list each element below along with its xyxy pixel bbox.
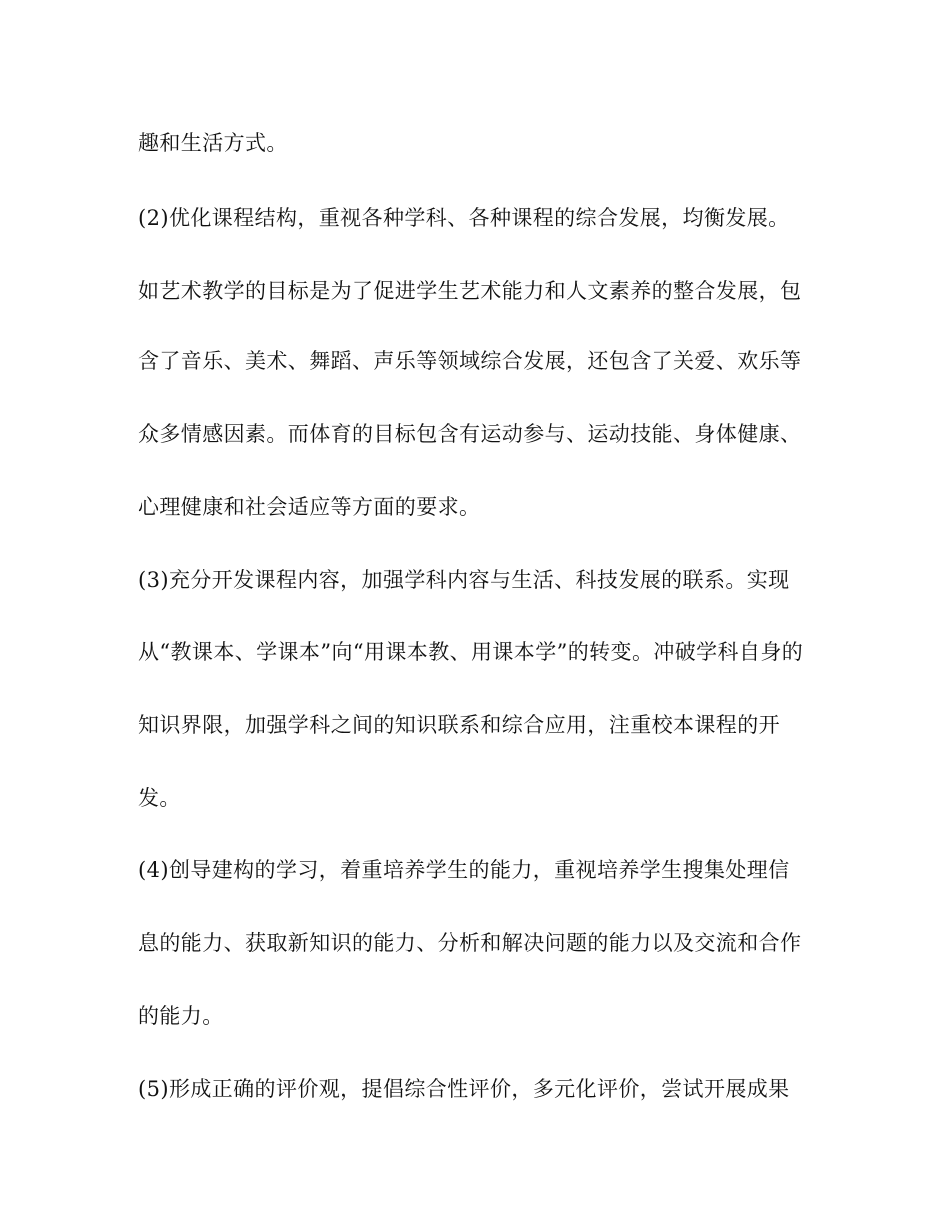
text-line: 的能力。 [138, 1004, 224, 1028]
text-line: 心理健康和社会适应等方面的要求。 [138, 495, 481, 519]
text-line: (2)优化课程结构，重视各种学科、各种课程的综合发展，均衡发展。 [138, 206, 790, 230]
text-line: (5)形成正确的评价观，提倡综合性评价，多元化评价，尝试开展成果 [138, 1077, 790, 1101]
text-line: (4)创导建构的学习，着重培养学生的能力，重视培养学生搜集处理信 [138, 858, 790, 882]
text-line: 含了音乐、美术、舞蹈、声乐等领域综合发展，还包含了关爱、欢乐等 [138, 349, 802, 373]
text-line: 息的能力、获取新知识的能力、分析和解决问题的能力以及交流和合作 [138, 931, 802, 955]
text-line: 知识界限，加强学科之间的知识联系和综合应用，注重校本课程的开 [138, 713, 780, 737]
text-line: 如艺术教学的目标是为了促进学生艺术能力和人文素养的整合发展，包 [138, 279, 802, 303]
text-line: 从“教课本、学课本”向“用课本教、用课本学”的转变。冲破学科自身的 [138, 640, 804, 664]
text-line: 众多情感因素。而体育的目标包含有运动参与、运动技能、身体健康、 [138, 422, 802, 446]
text-line: (3)充分开发课程内容，加强学科内容与生活、科技发展的联系。实现 [138, 568, 790, 592]
text-line: 发。 [138, 786, 181, 810]
text-line: 趣和生活方式。 [138, 131, 288, 155]
